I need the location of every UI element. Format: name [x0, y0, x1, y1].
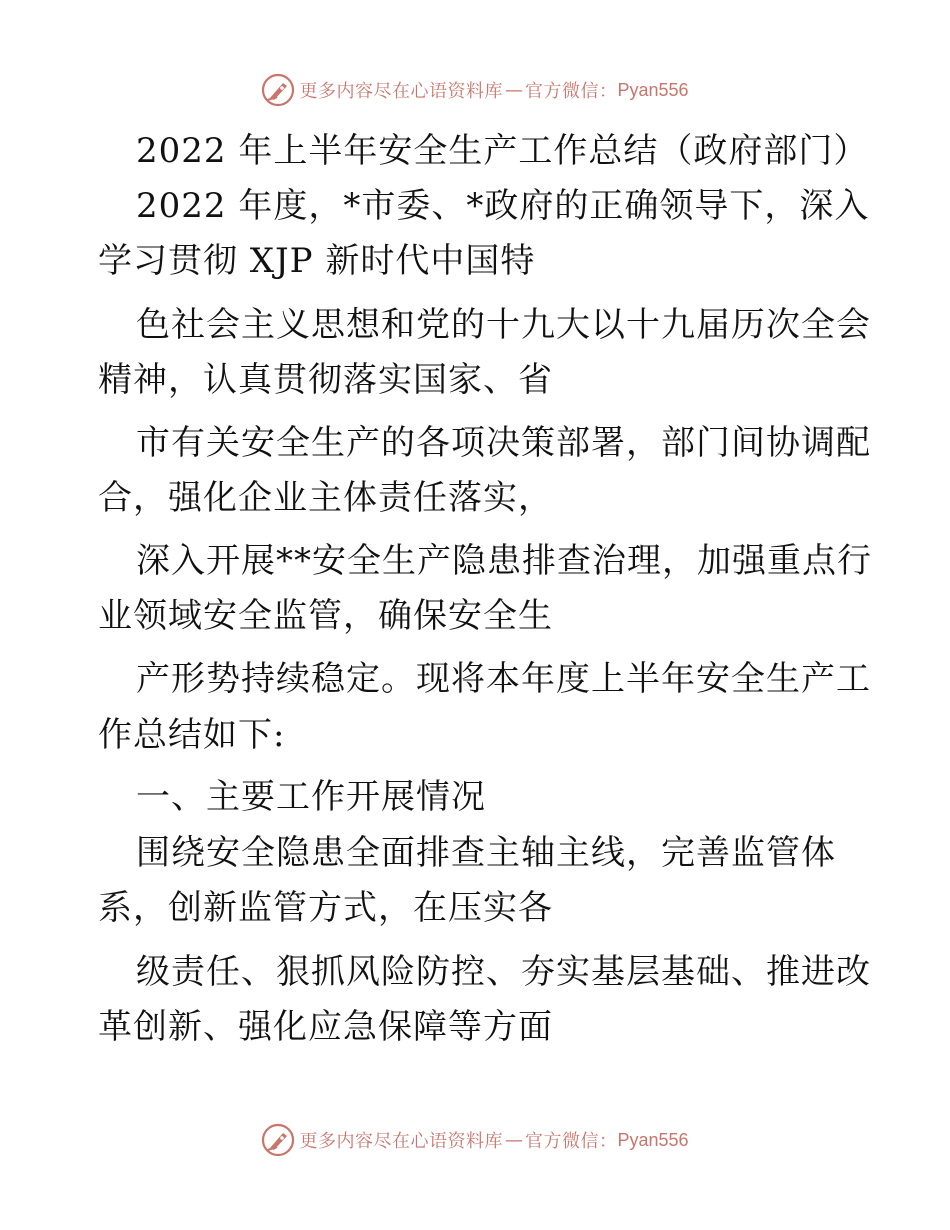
paragraph-line: 级责任、狠抓风险防控、夯实基层基础、推进改 [136, 952, 871, 992]
watermark-id: Pyan556 [617, 79, 689, 100]
watermark-separator: — [504, 79, 523, 101]
watermark-text: 更多内容尽在心语资料库 [299, 1131, 503, 1152]
pen-nib-logo-icon [261, 73, 295, 107]
paragraph-line: 作总结如下: [98, 715, 286, 755]
document-title: 2022 年上半年安全生产工作总结（政府部门） [136, 131, 869, 171]
paragraph-line: 深入开展**安全生产隐患排查治理，加强重点行 [136, 541, 872, 581]
paragraph-line: 市有关安全生产的各项决策部署，部门间协调配 [136, 423, 871, 463]
watermark-separator: — [504, 1129, 523, 1151]
paragraph-line: 精神，认真贯彻落实国家、省 [98, 360, 553, 400]
paragraph-line: 产形势持续稳定。现将本年度上半年安全生产工 [136, 659, 871, 699]
watermark-text: 更多内容尽在心语资料库 [299, 81, 503, 102]
pen-nib-logo-icon [261, 1123, 295, 1157]
paragraph-line: 业领域安全监管，确保安全生 [98, 596, 553, 636]
watermark-id: Pyan556 [617, 1129, 689, 1150]
paragraph-line: 2022 年度，*市委、*政府的正确领导下，深入 [136, 186, 870, 226]
paragraph-line: 学习贯彻 XJP 新时代中国特 [98, 241, 536, 281]
section-heading: 一、主要工作开展情况 [136, 777, 486, 817]
watermark-label: 官方微信： [524, 1131, 618, 1152]
header-watermark [0, 70, 950, 110]
paragraph-line: 色社会主义思想和党的十九大以十九届历次全会 [136, 305, 871, 345]
paragraph-line: 合，强化企业主体责任落实， [98, 478, 553, 518]
paragraph-line: 革创新、强化应急保障等方面 [98, 1007, 553, 1047]
paragraph-line: 系，创新监管方式，在压实各 [98, 888, 553, 928]
watermark-label: 官方微信： [524, 81, 618, 102]
paragraph-line: 围绕安全隐患全面排查主轴主线，完善监管体 [136, 833, 836, 873]
footer-watermark [0, 1120, 950, 1160]
